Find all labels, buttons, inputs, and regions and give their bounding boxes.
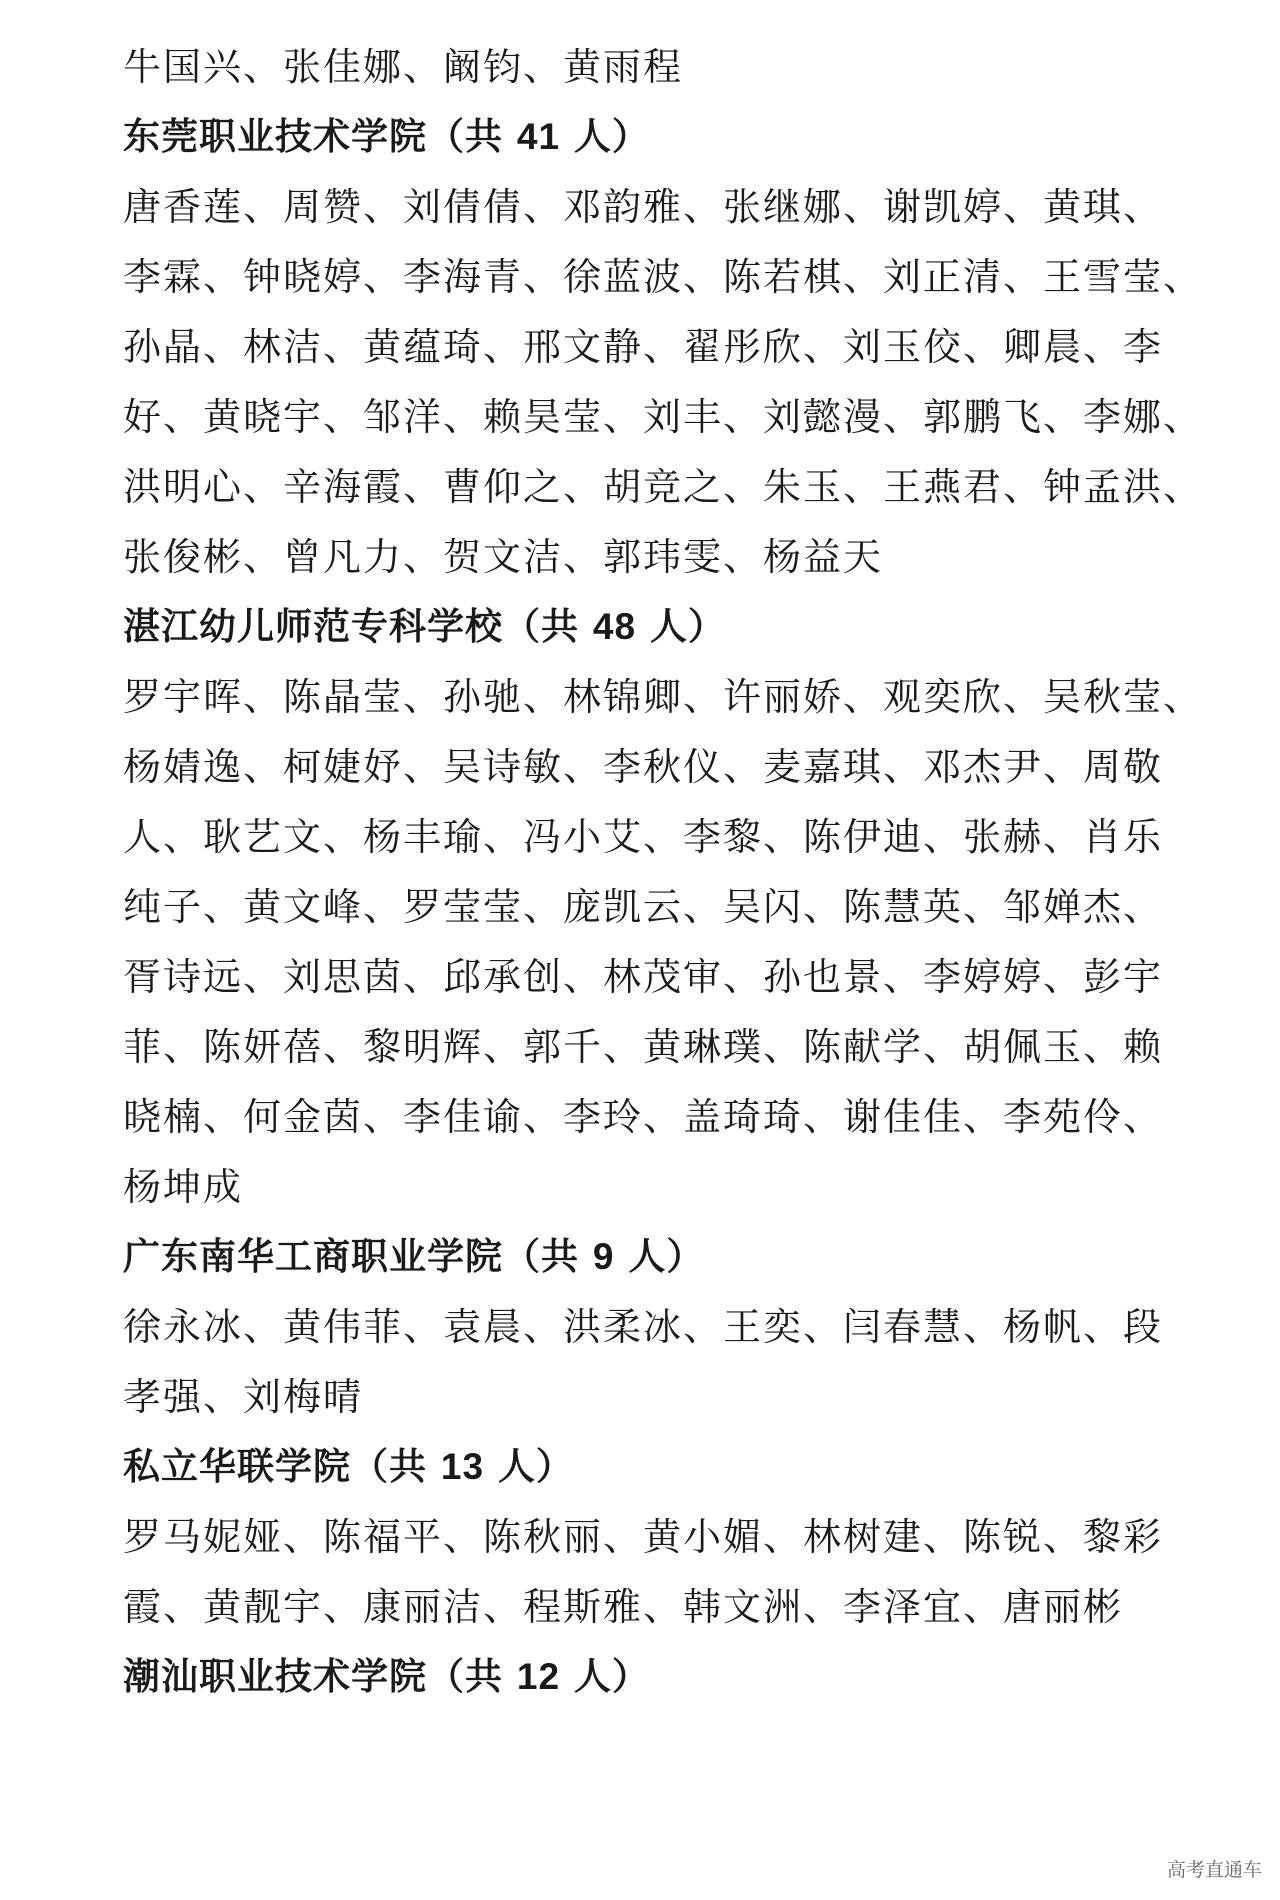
student-names-line: 人、耿艺文、杨丰瑜、冯小艾、李黎、陈伊迪、张赫、肖乐	[123, 815, 1164, 859]
school-heading	[123, 102, 1183, 172]
student-names-line: 徐永冰、黄伟菲、袁晨、洪柔冰、王奕、闫春慧、杨帆、段	[123, 1305, 1164, 1349]
count-suffix: 人）	[636, 605, 726, 648]
count-suffix: 人）	[560, 1655, 650, 1698]
school-name: 私立华联学院（共	[123, 1445, 441, 1488]
count-suffix: 人）	[484, 1445, 574, 1488]
student-names-line: 牛国兴、张佳娜、阚钧、黄雨程	[123, 45, 684, 89]
school-heading	[123, 1432, 1183, 1502]
school-heading	[123, 1642, 1183, 1712]
student-names-line: 霞、黄靓宇、康丽洁、程斯雅、韩文洲、李泽宜、唐丽彬	[123, 1585, 1124, 1629]
student-count: 9	[592, 1236, 615, 1277]
school-heading	[123, 592, 1183, 662]
watermark: 高考直通车	[1166, 1859, 1262, 1881]
name-list	[123, 32, 1204, 1712]
count-suffix: 人）	[560, 115, 650, 158]
student-names-line: 胥诗远、刘思茵、邱承创、林茂审、孙也景、李婷婷、彭宇	[123, 955, 1164, 999]
school-name: 潮汕职业技术学院（共	[123, 1655, 517, 1698]
school-name: 湛江幼儿师范专科学校（共	[123, 605, 593, 648]
student-names-line: 晓楠、何金茵、李佳谕、李玲、盖琦琦、谢佳佳、李苑伶、	[123, 1095, 1164, 1139]
school-name: 广东南华工商职业学院（共	[123, 1235, 593, 1278]
student-names-line: 洪明心、辛海霞、曹仰之、胡竞之、朱玉、王燕君、钟孟洪、	[123, 465, 1204, 509]
student-names-line: 菲、陈妍蓓、黎明辉、郭千、黄琳璞、陈献学、胡佩玉、赖	[123, 1025, 1164, 1069]
student-count: 12	[516, 1656, 561, 1697]
student-count: 41	[516, 116, 561, 157]
student-names-line: 杨坤成	[123, 1165, 244, 1209]
student-names-line: 好、黄晓宇、邹洋、赖昊莹、刘丰、刘懿漫、郭鹏飞、李娜、	[123, 395, 1204, 439]
student-names-line: 罗宇晖、陈晶莹、孙驰、林锦卿、许丽娇、观奕欣、吴秋莹、	[123, 675, 1204, 719]
student-names-line: 孝强、刘梅晴	[123, 1375, 364, 1419]
student-names-line: 孙晶、林洁、黄蕴琦、邢文静、翟彤欣、刘玉佼、卿晨、李	[123, 325, 1164, 369]
student-names-line: 杨婧逸、柯婕妤、吴诗敏、李秋仪、麦嘉琪、邓杰尹、周敬	[123, 745, 1164, 789]
student-names-line: 唐香莲、周赞、刘倩倩、邓韵雅、张继娜、谢凯婷、黄琪、	[123, 185, 1164, 229]
student-names-line: 纯子、黄文峰、罗莹莹、庞凯云、吴闪、陈慧英、邹婵杰、	[123, 885, 1164, 929]
count-suffix: 人）	[614, 1235, 705, 1278]
student-names-line: 罗马妮娅、陈福平、陈秋丽、黄小媚、林树建、陈锐、黎彩	[123, 1515, 1164, 1559]
school-name: 东莞职业技术学院（共	[123, 115, 517, 158]
student-names-line: 张俊彬、曾凡力、贺文洁、郭玮雯、杨益天	[123, 535, 884, 579]
student-count: 48	[592, 606, 637, 647]
student-names-line: 李霖、钟晓婷、李海青、徐蓝波、陈若棋、刘正清、王雪莹、	[123, 255, 1204, 299]
student-count: 13	[440, 1446, 485, 1487]
school-heading	[123, 1222, 1183, 1292]
